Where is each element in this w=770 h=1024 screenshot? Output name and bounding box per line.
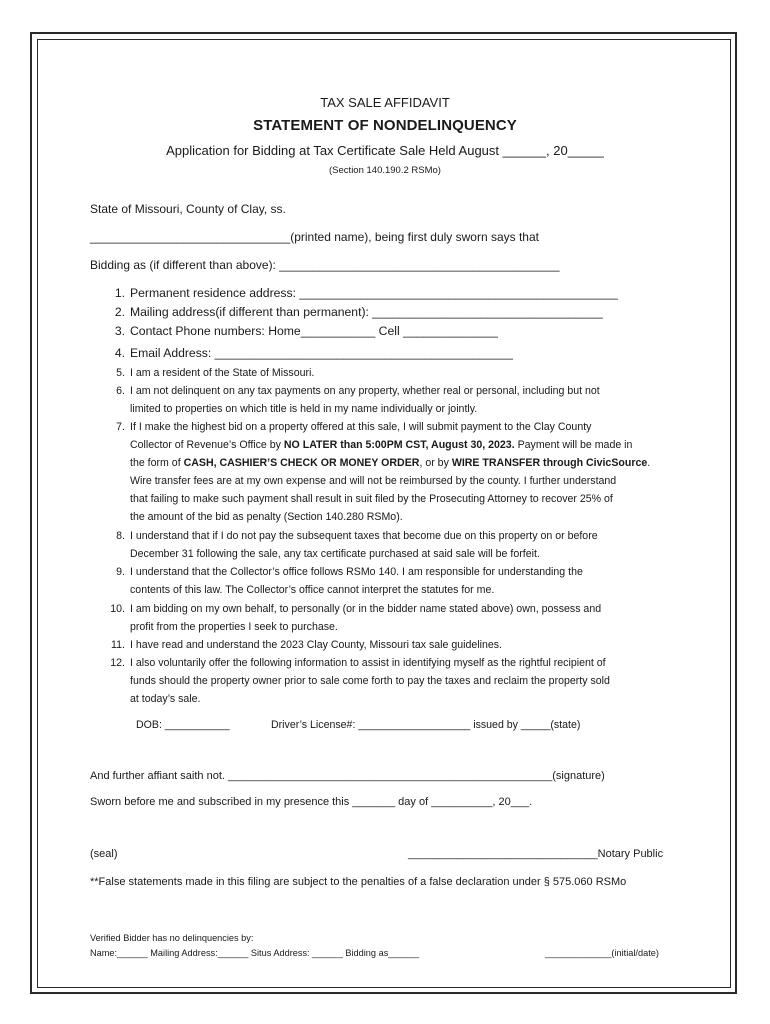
initial-date-field[interactable]: _____________(initial/date)	[545, 948, 659, 958]
verified-bidder-label: Verified Bidder has no delinquencies by:	[90, 933, 254, 943]
payment-deadline: NO LATER than 5:00PM CST, August 30, 2023.	[283, 439, 515, 451]
verification-fields[interactable]: Name:______ Mailing Address:______ Situs Address: ______ Bidding as______	[90, 948, 419, 958]
drivers-license-field[interactable]: Driver’s License#: ___________________ issued by _____(state)	[271, 719, 581, 731]
notary-public-line[interactable]: _______________________________Notary Public	[408, 848, 664, 860]
printed-name-line: ______________________________(printed name), being first duly sworn says that	[90, 230, 539, 244]
document-title: STATEMENT OF NONDELINQUENCY	[253, 117, 517, 134]
section-reference: (Section 140.190.2 RSMo)	[329, 165, 441, 176]
bidding-as-line: Bidding as (if different than above): __________________________________________	[90, 258, 560, 272]
sworn-line[interactable]: Sworn before me and subscribed in my presence this _______ day of __________, 20___.	[90, 796, 533, 808]
wire-transfer-method: WIRE TRANSFER through CivicSource	[451, 457, 648, 469]
signature-line[interactable]: And further affiant saith not. _____________________________________________________(signature)	[90, 770, 605, 782]
dob-field[interactable]: DOB: ___________	[136, 719, 230, 731]
pre-title: TAX SALE AFFIDAVIT	[320, 95, 450, 110]
payment-methods: CASH, CASHIER’S CHECK OR MONEY ORDER	[183, 457, 420, 469]
state-county-line: State of Missouri, County of Clay, ss.	[90, 202, 286, 216]
seal-label: (seal)	[90, 848, 118, 860]
false-statement-warning: **False statements made in this filing are subject to the penalties of a false declaration under § 575.060 RSMo	[90, 876, 627, 888]
subtitle: Application for Bidding at Tax Certificate Sale Held August ______, 20_____	[166, 143, 604, 158]
